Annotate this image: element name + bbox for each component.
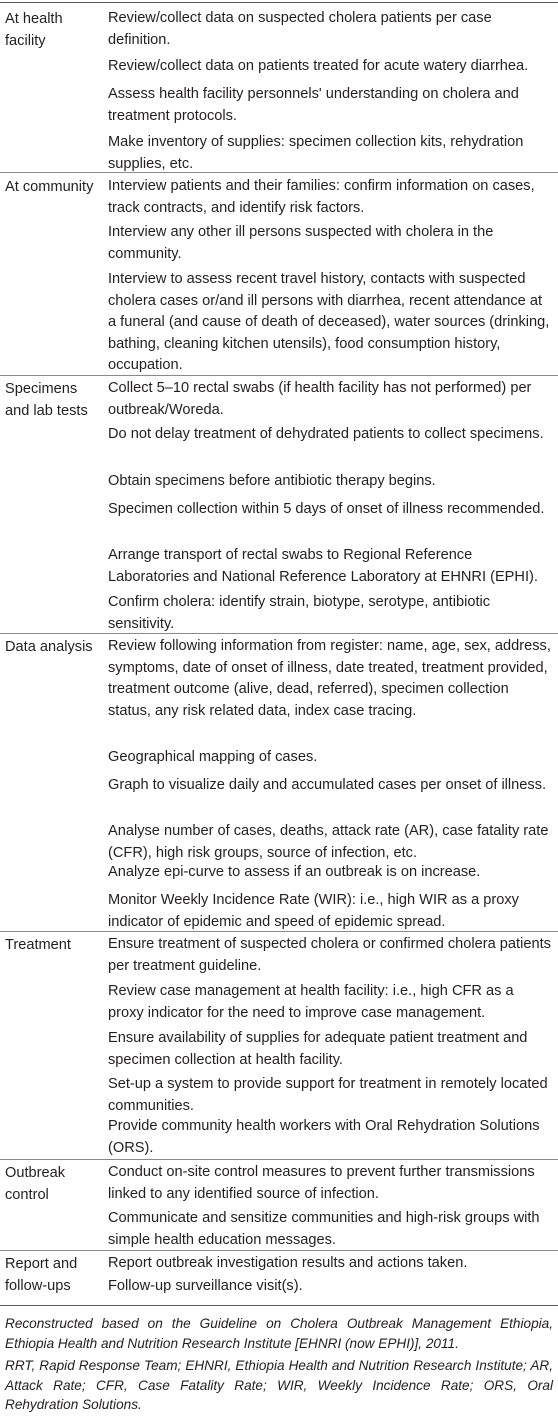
list-item: Follow-up surveillance visit(s). (108, 1278, 303, 1294)
list-item: Analyse number of cases, deaths, attack rate (AR), case fatality rate (CFR), high risk groups, source of infection, etc. (108, 823, 549, 861)
list-item: Do not delay treatment of dehydrated patients to collect specimens. (108, 426, 544, 442)
list-item: Review/collect data on patients treated for acute watery diarrhea. (108, 58, 529, 74)
section-label: Outbreak control (5, 1165, 66, 1204)
list-item: Collect 5–10 rectal swabs (if health facility has not performed) per outbreak/Woreda. (108, 380, 532, 418)
list-item: Arrange transport of rectal swabs to Regional Reference Laboratories and National Reference Laboratory at EHNRI (EPHI). (108, 547, 538, 585)
list-item: Conduct on-site control measures to prevent further transmissions linked to any identified source of infection. (108, 1164, 535, 1202)
list-item: Report outbreak investigation results and actions taken. (108, 1255, 468, 1271)
list-item: Assess health facility personnels' understanding on cholera and treatment protocols. (108, 86, 519, 124)
table-section-community (0, 172, 558, 173)
list-item: Monitor Weekly Incidence Rate (WIR): i.e., high WIR as a proxy indicator of epidemic and speed of epidemic spread. (108, 892, 519, 930)
list-item: Interview to assess recent travel history, contacts with suspected cholera cases or/and ill persons with diarrhea, recent attendance at a funeral (and cause of death of deceased), water sources (drinking, bathing, cleaning kitchen utensils), food consumption history, occupation. (108, 271, 550, 374)
list-item: Obtain specimens before antibiotic therapy begins. (108, 473, 436, 489)
list-item: Make inventory of supplies: specimen collection kits, rehydration supplies, etc. (108, 134, 524, 172)
list-item: Interview any other ill persons suspected with cholera in the community. (108, 224, 494, 262)
table-section-outbreak-control (0, 1159, 558, 1160)
table-top-rule (0, 2, 558, 3)
list-item: Ensure availability of supplies for adequate patient treatment and specimen collection at health facility. (108, 1030, 528, 1068)
table-bottom-rule (0, 1305, 558, 1306)
table-footnote-source: Reconstructed based on the Guideline on Cholera Outbreak Management Ethiopia, Ethiopia Health and Nutrition Research Institute [EHNRI (now EPHI)], 2011. (5, 1316, 553, 1351)
list-item: Graph to visualize daily and accumulated cases per onset of illness. (108, 777, 547, 793)
table-section-specimens (0, 375, 558, 376)
section-label: Data analysis (5, 639, 93, 655)
table-section-report (0, 1250, 558, 1251)
list-item: Interview patients and their families: confirm information on cases, track contracts, and identify risk factors. (108, 178, 535, 216)
list-item: Ensure treatment of suspected cholera or confirmed cholera patients per treatment guideline. (108, 936, 551, 974)
list-item: Confirm cholera: identify strain, biotype, serotype, antibiotic sensitivity. (108, 594, 491, 632)
section-label: At community (5, 179, 94, 195)
table-footnote-abbreviations: RRT, Rapid Response Team; EHNRI, Ethiopia Health and Nutrition Research Institute; AR, Attack Rate; CFR, Case Fatality Rate; WIR, Weekly Incidence Rate; ORS, Oral Rehydration Solutions. (5, 1358, 553, 1412)
list-item: Provide community health workers with Oral Rehydration Solutions (ORS). (108, 1118, 540, 1156)
list-item: Review case management at health facility: i.e., high CFR as a proxy indicator for the need to improve case management. (108, 983, 514, 1021)
table-section-treatment (0, 931, 558, 932)
section-label: Specimens and lab tests (5, 381, 88, 420)
table-section-data-analysis (0, 633, 558, 634)
list-item: Review following information from register: name, age, sex, address, symptoms, date of onset of illness, date treated, treatment provided, treatment outcome (alive, dead, referred), specimen collection status, any risk related data, index case tracing. (108, 638, 551, 719)
list-item: Analyze epi-curve to assess if an outbreak is on increase. (108, 864, 481, 880)
list-item: Review/collect data on suspected cholera patients per case definition. (108, 10, 492, 48)
list-item: Communicate and sensitize communities and high-risk groups with simple health education messages. (108, 1210, 540, 1248)
list-item: Specimen collection within 5 days of onset of illness recommended. (108, 501, 545, 517)
list-item: Set-up a system to provide support for treatment in remotely located communities. (108, 1076, 548, 1114)
list-item: Geographical mapping of cases. (108, 749, 318, 765)
section-label: Treatment (5, 937, 71, 953)
section-label: At health facility (5, 11, 63, 50)
section-label: Report and follow-ups (5, 1256, 78, 1295)
